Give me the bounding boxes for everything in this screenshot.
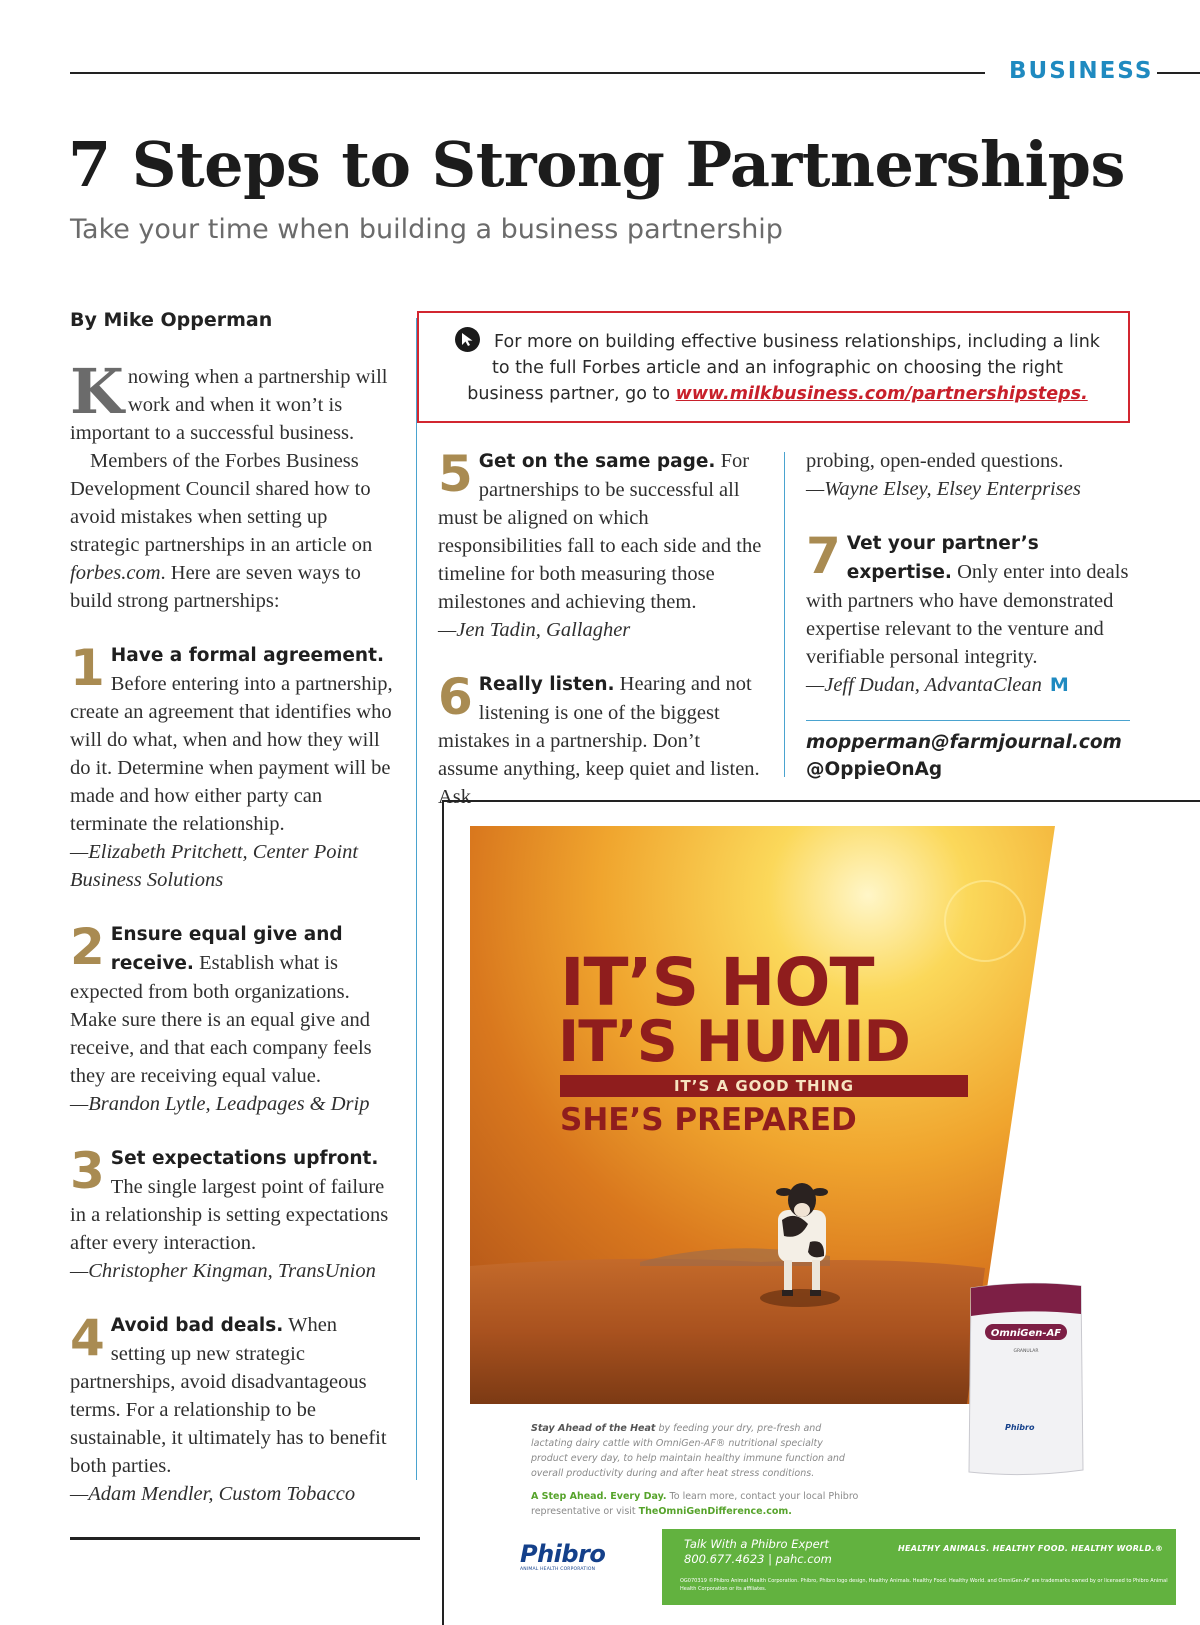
bag-product-name: OmniGen-AF <box>990 1328 1062 1339</box>
ad-tagline-band: IT’S A GOOD THING <box>560 1075 968 1097</box>
step-number: 5 <box>438 445 473 503</box>
ad-brand-tagline: HEALTHY ANIMALS. HEALTHY FOOD. HEALTHY WORLD.® <box>898 1544 1164 1553</box>
drop-cap: K <box>70 355 124 428</box>
step-body-continued: probing, open-ended questions. <box>806 450 1064 472</box>
ad-call-to-action: A Step Ahead. Every Day. To learn more, contact your local Phibro representative or visit TheOmniGenDifference.com. <box>531 1491 859 1517</box>
step-1 <box>70 641 396 894</box>
step-body: Establish what is expected from both organizations. Make sure there is an equal give and receive, and that each company feels they are receiving equal value. <box>70 952 372 1087</box>
step-number: 1 <box>70 639 105 697</box>
step-body: When setting up new strategic partnerships, avoid disadvantageous terms. For a relationship to be sustainable, it ultimately has to benefit both parties. <box>70 1314 387 1477</box>
ad-headline-hot: IT’S HOT <box>560 944 874 1021</box>
ad-headline-prepared: SHE’S PREPARED <box>560 1102 857 1138</box>
phibro-logo-subtitle: ANIMAL HEALTH CORPORATION <box>520 1567 596 1572</box>
ad-contact-bar <box>662 1529 1176 1605</box>
intro-paragraph-2: Members of the Forbes Business Development Council shared how to avoid mistakes when setting up strategic partnerships in an article on forbes.com. Here are seven ways to build strong partnerships: <box>70 450 373 612</box>
ad-phone[interactable]: 800.677.4623 | pahc.com <box>684 1552 832 1566</box>
contact-divider <box>806 720 1130 721</box>
step-attribution: —Adam Mendler, Custom Tobacco <box>70 1483 356 1505</box>
step-title: Vet your partner’s expertise. <box>846 533 1039 583</box>
ad-talk-expert: Talk With a Phibro Expert <box>684 1537 829 1551</box>
step-5 <box>438 447 763 644</box>
bag-product-sub: GRANULAR <box>1013 1349 1039 1354</box>
author-email[interactable]: mopperman@farmjournal.com <box>806 732 1122 753</box>
partnership-steps-link[interactable]: www.milkbusiness.com/partnershipsteps. <box>675 384 1088 404</box>
step-2 <box>70 920 396 1118</box>
step-title: Ensure equal give and receive. <box>110 924 343 974</box>
step-attribution: —Jeff Dudan, AdvantaClean M <box>806 674 1069 696</box>
article-headline: 7 Steps to Strong Partnerships <box>68 128 1125 201</box>
step-title: Set expectations upfront. <box>110 1148 379 1169</box>
step-number: 4 <box>70 1309 105 1367</box>
article-column-2 <box>438 447 763 811</box>
step-number: 6 <box>438 668 473 726</box>
ad-website-link[interactable]: TheOmniGenDifference.com. <box>638 1506 792 1517</box>
bag-brand: Phibro <box>1005 1423 1035 1432</box>
step-body: Hearing and not listening is one of the biggest mistakes in a partnership. Don’t assume anything, keep quiet and listen. Ask <box>438 673 760 808</box>
phibro-logo: Phibro <box>520 1540 606 1568</box>
author-handle[interactable]: @OppieOnAg <box>806 759 943 780</box>
step-title: Get on the same page. <box>478 451 716 472</box>
article-column-1 <box>70 355 396 1508</box>
step-title: Really listen. <box>478 674 615 695</box>
column-divider <box>416 318 417 1480</box>
step-attribution: —Jen Tadin, Gallagher <box>438 619 631 641</box>
step-7 <box>806 529 1136 699</box>
step-body: Only enter into deals with partners who have demonstrated expertise relevant to the venture and verifiable personal integrity. <box>806 561 1129 668</box>
ad-body-copy: Stay Ahead of the Heat by feeding your dry, pre-fresh and lactating dairy cattle with OmniGen-AF® nutritional specialty product every day, to help maintain healthy immune function and overall productivity during and after heat stress conditions. <box>531 1423 845 1479</box>
intro-paragraph <box>70 355 396 447</box>
header-rule-right <box>1157 72 1200 74</box>
step-attribution: —Wayne Elsey, Elsey Enterprises <box>806 478 1081 500</box>
more-info-callout <box>417 311 1130 423</box>
step-number: 2 <box>70 918 105 976</box>
footer-rule <box>70 1537 420 1540</box>
forbes-site: forbes.com <box>70 562 161 584</box>
step-attribution: —Christopher Kingman, TransUnion <box>70 1260 376 1282</box>
callout-text: For more on building effective business relationships, including a link to the full Forbes article and an infographic on choosing the right business partner, go to <box>467 332 1100 404</box>
intro-text: nowing when a partnership will work and when it won’t is important to a successful business. <box>70 366 388 444</box>
step-title: Have a formal agreement. <box>110 645 384 666</box>
step-title: Avoid bad deals. <box>110 1315 284 1336</box>
step-body: For partnerships to be successful all must be aligned on which responsibilities fall to each side and the timeline for both measuring those milestones and achieving them. <box>438 450 762 613</box>
ad-headline-humid: IT’S HUMID <box>558 1009 910 1075</box>
step-4 <box>70 1311 396 1508</box>
byline: By Mike Opperman <box>70 309 273 331</box>
cursor-arrow-icon <box>455 327 480 352</box>
header-rule <box>70 72 985 74</box>
step-body: Before entering into a partnership, create an agreement that identifies who will do what, when and how they will do it. Determine when payment will be made and how either party can terminate the relationship. <box>70 673 393 835</box>
step-attribution: —Elizabeth Pritchett, Center Point Business Solutions <box>70 841 359 891</box>
step-body: The single largest point of failure in a relationship is setting expectations after every interaction. <box>70 1176 389 1254</box>
step-attribution: —Brandon Lytle, Leadpages & Drip <box>70 1093 370 1115</box>
step-6 <box>438 670 763 811</box>
step-3 <box>70 1144 396 1285</box>
end-mark: M <box>1049 674 1069 696</box>
step-number: 3 <box>70 1142 105 1200</box>
product-bag-image <box>965 1280 1087 1480</box>
article-dek: Take your time when building a business partnership <box>70 214 783 245</box>
ad-fine-print: OG070319 ©Phibro Animal Health Corporation. Phibro, Phibro logo design, Healthy Animals. Healthy Food. Healthy World. and OmniGen-AF are trademarks owned by or licensed to Phibro Animal Health Corporation or its affiliates. <box>680 1578 1168 1592</box>
section-label: BUSINESS <box>1009 58 1154 84</box>
column-divider <box>784 452 785 777</box>
step-6-continued <box>806 447 1136 503</box>
step-number: 7 <box>806 527 841 585</box>
author-contact <box>806 729 1122 783</box>
article-column-3 <box>806 447 1136 699</box>
